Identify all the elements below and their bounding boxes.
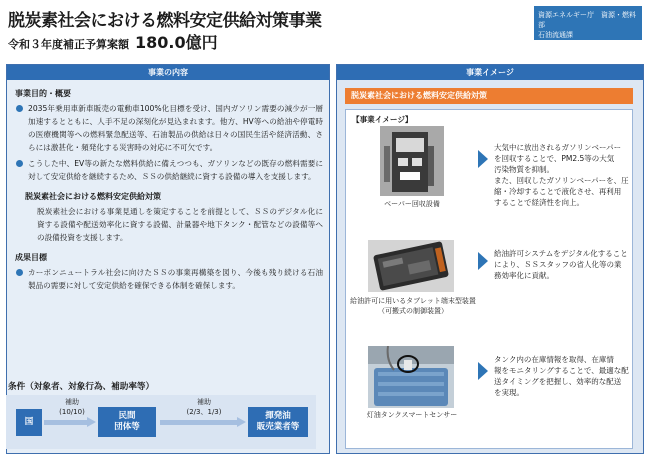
desc-line: 務効率化に貢献。 [494,271,554,280]
desc-line: 送タイミングを把握し、効率的な配送 [494,377,622,386]
desc-line: 給油許可システムをデジタル化すること [494,249,628,258]
kerosene-tank-photo [368,346,454,408]
flow-arrow-2-label-line: (2/3、1/3) [186,408,222,416]
flow-arrow-1-label [48,397,96,417]
flow-node-gasoline-seller [248,407,308,437]
desc-line: 報をモニタリングすることで、最適な配 [494,366,629,375]
flow-arrow-2-label [166,397,242,417]
flow-node-gasoline-seller-line: 販売業者等 [256,422,300,432]
budget-amount: 180.0億円 [135,33,218,52]
desc-line: することで経済性を向上。 [494,198,584,207]
flow-arrow-2-label-line: 補助 [197,398,211,406]
budget-line [8,30,218,53]
flow-arrow-2 [160,417,246,428]
desc-line: また、回収したガソリンベーパーを、圧 [494,176,629,185]
measure-banner: 脱炭素社会における燃料安定供給対策 [345,88,633,104]
purpose-bullet [15,102,323,154]
kerosene-tank-description [494,354,630,398]
vapor-recovery-photo [380,126,444,196]
department-line-1: 資源エネルギー庁 資源・燃料部 [538,11,636,29]
desc-line: を実現。 [494,388,524,397]
measure-text: 脱炭素社会における事業見通しを策定することを前提として、ＳＳのデジタル化に資する設備や配送効率化に資する設備、計量器や地下タンク・配管などの設備等への設備投資を支援します。 [37,207,323,242]
purpose-bullet [15,157,323,183]
flow-arrow-1-label-line: 補助 [65,398,79,406]
conditions-title: 条件（対象者、対象行為、補助率等） [8,382,155,392]
bullet-dot-icon [16,269,23,276]
kerosene-tank-caption: 灯油タンクスマートセンサー [366,411,458,419]
arrow-right-icon [478,150,488,168]
arrow-right-icon [478,252,488,270]
flow-node-private-org-line: 民間 [118,411,136,421]
tablet-device-description [494,248,630,281]
desc-line: を回収することで、PM2.5等の大気 [494,154,615,163]
arrow-right-icon [478,362,488,380]
department-line-2: 石油流通課 [538,31,573,39]
purpose-bullet-text: 2035年乗用車新車販売の電動車100%化目標を受け、国内ガソリン需要の減少が一層加速するとともに、人手不足の深刻化が見込まれます。他方、HV等への給油や停電時の医療機関等への燃料緊急配送等、石油製品の供給は日々の国民生活や経済活動、さらには激甚化・頻発化する災害時の対応に不可欠です。 [28,104,323,152]
tablet-caption-line: 給油許可に用いるタブレット端末型装置 [350,297,476,305]
flow-node-government: 国 [16,409,42,436]
image-heading: 【事業イメージ】 [352,115,413,124]
desc-line: 大気中に放出されるガソリンベーパー [494,143,622,152]
desc-line: 汚染物質を抑制。 [494,165,554,174]
measure-title: 脱炭素社会における燃料安定供給対策 [25,192,161,201]
flow-node-private-org [98,407,156,437]
purpose-title: 事業目的・概要 [15,89,71,98]
desc-line: タンク内の在庫情報を取得、在庫情 [494,355,614,364]
results-bullet-text: カーボンニュートラル社会に向けたＳＳの事業再構築を図り、今後も残り続ける石油製品の需要に対して安定供給を確保できる体制を確保します。 [28,268,323,290]
purpose-bullet-text: こうした中、EV等の新たな燃料供給に備えつつも、ガソリンなどの既存の燃料需要に対して安定供給を継続するため、ＳＳの供給継続に資する設備の導入を支援します。 [28,159,323,181]
vapor-recovery-description [494,142,630,208]
desc-line: により、ＳＳスタッフの省人化等の業 [494,260,622,269]
bullet-dot-icon [16,160,23,167]
results-bullet [15,266,323,292]
tablet-caption-line: （可搬式の制御装置） [378,307,448,315]
department-badge [534,6,642,40]
flow-node-private-org-line: 団体等 [114,422,140,432]
left-panel-header: 事業の内容 [7,65,329,80]
vapor-recovery-caption: ベーパー回収設備 [384,200,440,208]
flow-arrow-1 [44,417,96,428]
right-panel-header: 事業イメージ [337,65,643,80]
bullet-dot-icon [16,105,23,112]
budget-label: 令和３年度補正予算案額 [8,38,129,51]
results-title: 成果目標 [15,253,47,262]
page-title: 脱炭素社会における燃料安定供給対策事業 [8,11,322,31]
flow-arrow-1-label-line: (10/10) [59,408,85,416]
tablet-device-caption [350,296,476,316]
desc-line: 縮・冷却することで液化させ、再利用 [494,187,622,196]
business-content-body [15,87,323,292]
business-image-panel [336,64,644,454]
flow-node-gasoline-seller-line: 揮発油 [265,411,291,421]
tablet-device-photo [368,240,454,292]
image-box [345,109,633,449]
